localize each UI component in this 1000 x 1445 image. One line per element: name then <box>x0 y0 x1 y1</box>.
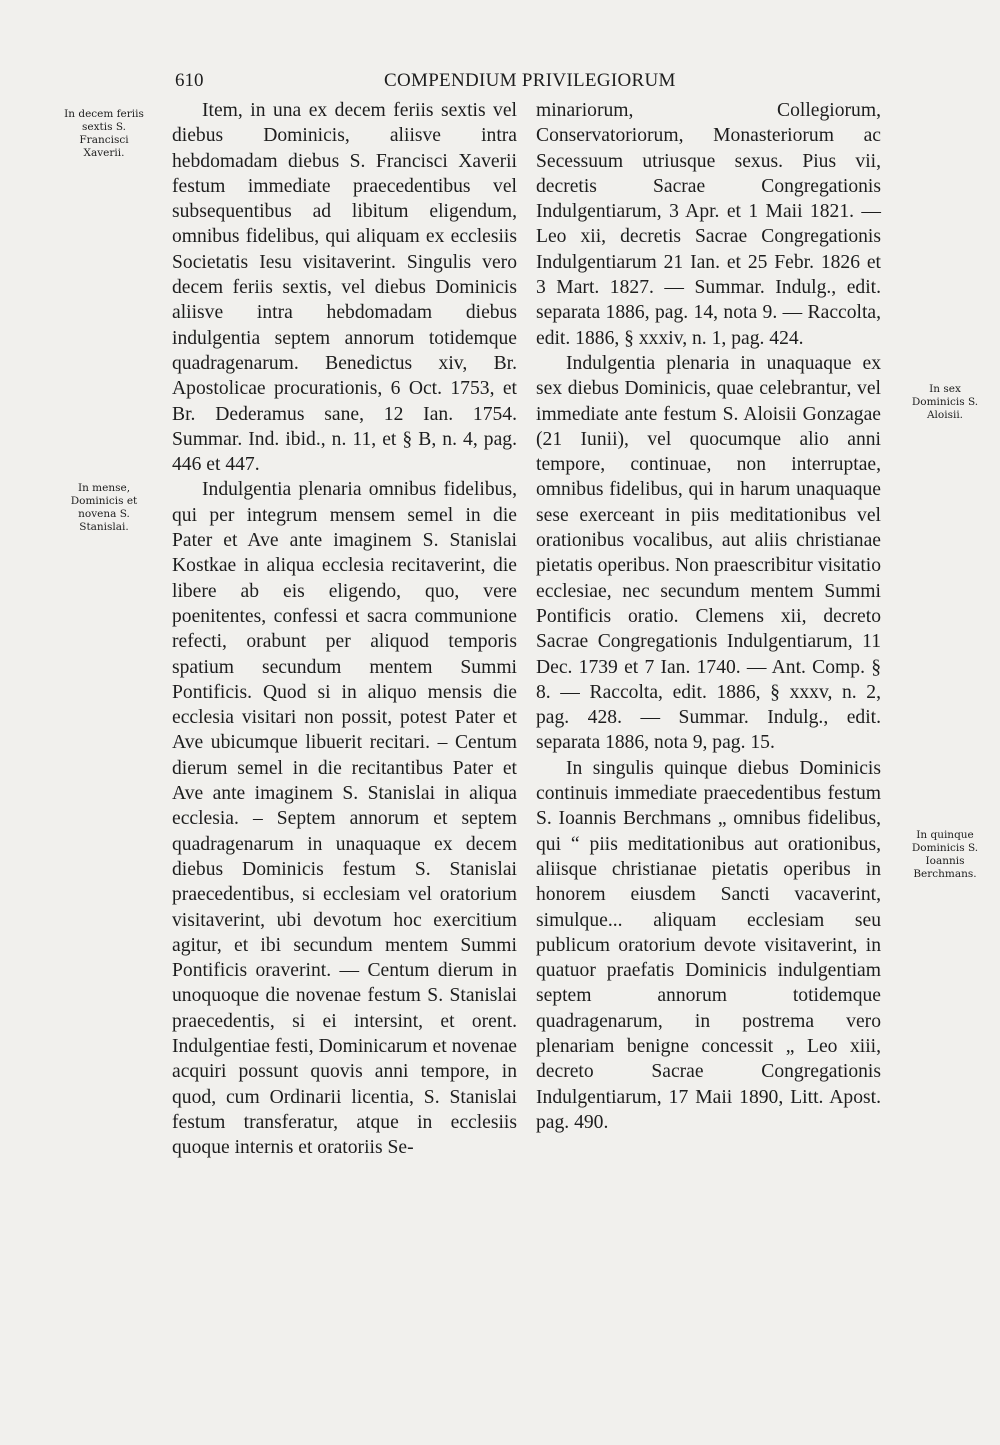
margin-note-berchmans: In quinque Dominicis S. Ioannis Berchmans. <box>911 829 979 880</box>
running-title: COMPENDIUM PRIVILEGIORUM <box>384 70 676 91</box>
right-column <box>536 98 881 1135</box>
paragraph-continuation: minariorum, Collegiorum, Conservatoriorum, Monasteriorum ac Secessuum utriusque sexus. Pius vii, decretis Sacrae Congregationis Indulgentiarum, 3 Apr. et 1 Maii 1821. — Leo xii, decretis Sacrae Congregationis Indulgentiarum 21 Ian. et 25 Febr. 1826 et 3 Mart. 1827. — Summar. Indulg., edit. separata 1886, pag. 14, nota 9. — Raccolta, edit. 1886, § xxxiv, n. 1, pag. 424. <box>536 100 881 349</box>
paragraph-aloisii: Indulgentia plenaria in unaquaque ex sex diebus Dominicis, quae celebrantur, vel immediate ante festum S. Aloisii Gonzagae (21 Iunii), vel quocumque alio anni tempore, continuae, non interruptae, omnibus fidelibus, qui in harum unaquaque sese exerceant in piis meditationibus vel orationibus vocalibus, aut aliis christianae pietatis operibus. Non praescribitur visitatio ecclesiae, nec secundum mentem Summi Pontificis oratio. Clemens xii, decreto Sacrae Congregationis Indulgentiarum, 11 Dec. 1739 et 7 Ian. 1740. — Ant. Comp. § 8. — Raccolta, edit. 1886, § xxxv, n. 2, pag. 428. — Summar. Indulg., edit. separata 1886, nota 9, pag. 15. <box>536 352 881 754</box>
page-header <box>0 70 1000 98</box>
margin-note-francisci-xaverii: In decem feriis sextis S. Francisci Xaverii. <box>64 108 144 159</box>
page-number: 610 <box>175 70 204 91</box>
paragraph-stanislai: Indulgentia plenaria omnibus fidelibus, qui per integrum mensem semel in die Pater et Ave ante imaginem S. Stanislai Kostkae in aliqua ecclesia recitaverint, die libere ab eis eligendo, quo, vere poenitentes, confessi et sacra communione refecti, orabunt per aliquod temporis spatium secundum mentem Summi Pontificis. Quod si in aliquo mensis die ecclesia visitari non possit, potest Pater et Ave ubicumque libuerit recitari. – Centum dierum semel in die recitantibus Pater et Ave ante imaginem S. Stanislai in aliqua ecclesia. – Septem annorum et septem quadragenarum in unaquaque ex decem diebus Dominicis festum S. Stanislai praecedentibus, si ecclesiam vel oratorium visitaverint, ubi devotum hoc exercitium agitur, et ibi secundum mentem Summi Pontificis oraverint. — Centum dierum in unoquoque die novenae festum S. Stanislai praecedentis, si ei intersint, et orent. Indulgentiae festi, Dominicarum et novenae acquiri possunt quovis anni tempore, in quod, cum Ordinarii licentia, S. Stanislai festum transferatur, atque in ecclesiis quoque internis et oratoriis Se- <box>172 479 517 1159</box>
margin-note-aloisii: In sex Dominicis S. Aloisii. <box>911 383 979 421</box>
paragraph-berchmans: In singulis quinque diebus Dominicis continuis immediate praecedentibus festum S. Ioannis Berchmans „ omnibus fidelibus, qui “ piis meditationibus aut orationibus, aliisque christianae pietatis operibus in honorem eiusdem Sancti vacaverint, simulque... aliquam ecclesiam seu publicum oratorium devote visitaverint, in quatuor praefatis Dominicis indulgentiam septem annorum totidemque quadragenarum, in postrema vero plenariam benigne concessit „ Leo xiii, decreto Sacrae Congregationis Indulgentiarum, 17 Maii 1890, Litt. Apost. pag. 490. <box>536 757 881 1133</box>
margin-note-stanislai: In mense, Dominicis et novena S. Stanislai. <box>70 482 138 533</box>
left-column <box>172 98 517 1160</box>
paragraph-xaverii: Item, in una ex decem feriis sextis vel diebus Dominicis, aliisve intra hebdomadam diebus S. Francisci Xaverii festum immediate praecedentibus vel subsequentibus ad libitum eligendum, omnibus fidelibus, qui aliquam ex ecclesiis Societatis Iesu visitaverint. Singulis vero decem feriis sextis, vel diebus Dominicis aliisve intra hebdomadam diebus indulgentia septem annorum totidemque quadragenarum. Benedictus xiv, Br. Apostolicae procurationis, 6 Oct. 1753, et Br. Dederamus sane, 12 Ian. 1754. Summar. Ind. ibid., n. 11, et § B, n. 4, pag. 446 et 447. <box>172 100 517 476</box>
